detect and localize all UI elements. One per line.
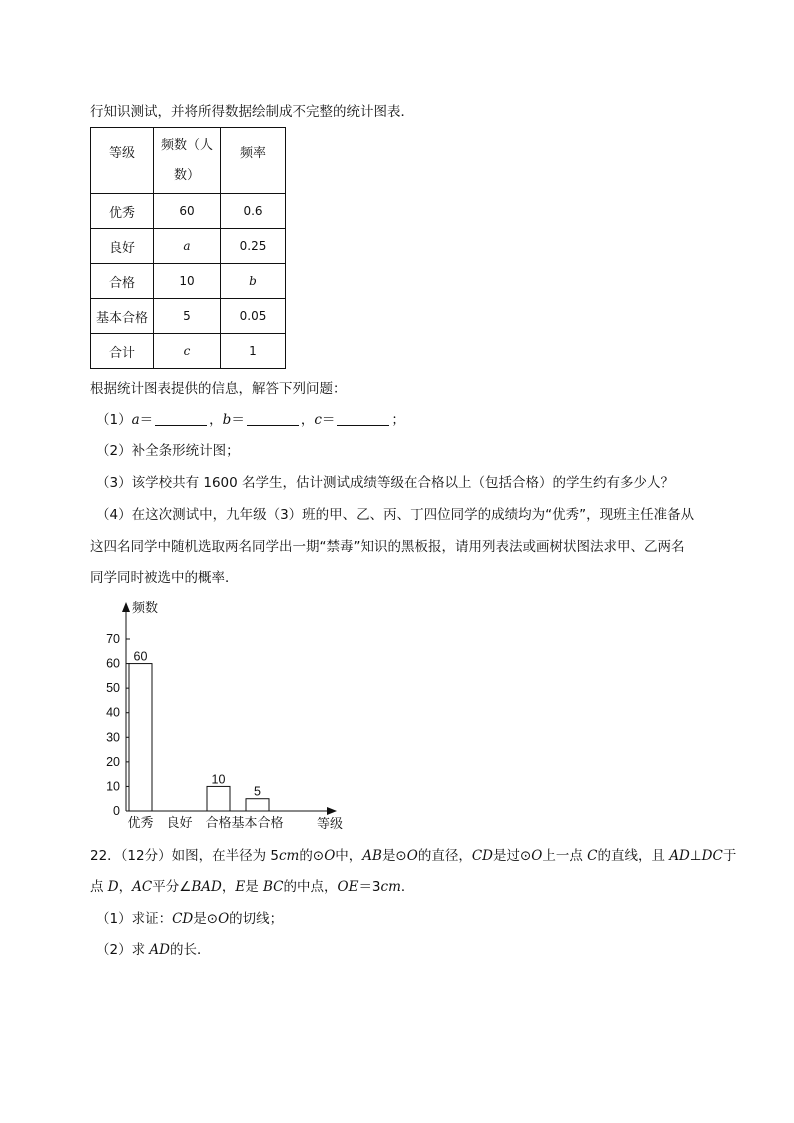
y-tick-label: 50 <box>106 681 120 696</box>
y-axis-arrow <box>122 602 130 612</box>
cell-rate: 0.25 <box>221 229 286 264</box>
cell-level: 合格 <box>91 264 154 299</box>
table-header-row <box>91 128 286 194</box>
cell-level: 基本合格 <box>91 299 154 334</box>
table-row <box>91 299 286 334</box>
y-tick-label: 60 <box>106 656 120 671</box>
bar-chart <box>85 596 445 836</box>
data-label-2: 10 <box>211 772 226 787</box>
intro-line: 行知识测试，并将所得数据绘制成不完整的统计图表． <box>90 104 414 120</box>
problem-22-sub-1: （1）求证：CD是⊙O的切线； <box>96 911 284 927</box>
table-row <box>91 264 286 299</box>
question-4-line-2: 这四名同学中随机选取两名同学出一期“禁毒”知识的黑板报，请用列表法或画树状图法求甲、乙两名 <box>90 539 685 555</box>
question-2: （2）补全条形统计图； <box>96 443 240 459</box>
problem-22-line-1: 22．（12分）如图，在半径为 5cm的⊙O中，AB是⊙O的直径，CD是过⊙O上一点 C的直线，且 AD⊥DC于 <box>90 848 737 864</box>
prompt-line: 根据统计图表提供的信息，解答下列问题： <box>90 381 347 397</box>
data-label-0: 60 <box>133 649 148 664</box>
y-tick-label: 20 <box>106 754 120 769</box>
cell-level: 优秀 <box>91 194 154 229</box>
problem-22-line-2: 点 D，AC平分∠BAD，E是 BC的中点，OE＝3cm． <box>90 879 415 895</box>
bar-0 <box>129 664 152 811</box>
table-row <box>91 334 286 369</box>
question-3: （3）该学校共有 1600 名学生，估计测试成绩等级在合格以上（包括合格）的学生约有多少人？ <box>96 475 675 491</box>
cell-rate: 1 <box>221 334 286 369</box>
x-axis-arrow <box>327 807 337 815</box>
cell-count: 60 <box>154 194 221 229</box>
category-label-2: 合格 <box>205 815 232 830</box>
cell-rate: b <box>221 264 286 299</box>
table-row <box>91 229 286 264</box>
answer-blank-c[interactable] <box>337 412 389 426</box>
category-label-0: 优秀 <box>127 815 154 830</box>
cell-level: 良好 <box>91 229 154 264</box>
y-tick-label: 0 <box>113 804 120 818</box>
x-axis-label: 等级 <box>317 816 344 831</box>
answer-blank-b[interactable] <box>247 412 299 426</box>
y-tick-label: 70 <box>106 632 120 646</box>
header-count: 频数（人 数） <box>154 128 221 194</box>
cell-count: 10 <box>154 264 221 299</box>
data-label-3: 5 <box>254 784 261 799</box>
header-level: 等级 <box>91 128 154 194</box>
question-4-line-3: 同学同时被选中的概率． <box>90 570 239 586</box>
cell-count: c <box>154 334 221 369</box>
y-tick-label: 40 <box>106 705 120 720</box>
table-row <box>91 194 286 229</box>
category-label-3: 基本合格 <box>231 815 284 830</box>
y-tick-label: 30 <box>106 730 120 745</box>
answer-blank-a[interactable] <box>155 412 207 426</box>
frequency-table <box>90 127 286 369</box>
question-1: （1）a＝ ，b＝ ，c＝ ； <box>96 412 405 428</box>
cell-rate: 0.05 <box>221 299 286 334</box>
question-4-line-1: （4）在这次测试中，九年级（3）班的甲、乙、丙、丁四位同学的成绩均为“优秀”，现班主任准备从 <box>96 507 695 523</box>
cell-level: 合计 <box>91 334 154 369</box>
y-axis-label: 频数 <box>132 600 159 615</box>
bar-2 <box>207 786 230 811</box>
cell-count: 5 <box>154 299 221 334</box>
category-label-1: 良好 <box>166 815 193 830</box>
cell-count: a <box>154 229 221 264</box>
y-tick-label: 10 <box>106 779 120 794</box>
problem-22-sub-2: （2）求 AD的长． <box>96 942 211 958</box>
header-rate: 频率 <box>221 128 286 194</box>
bar-3 <box>246 799 269 811</box>
cell-rate: 0.6 <box>221 194 286 229</box>
